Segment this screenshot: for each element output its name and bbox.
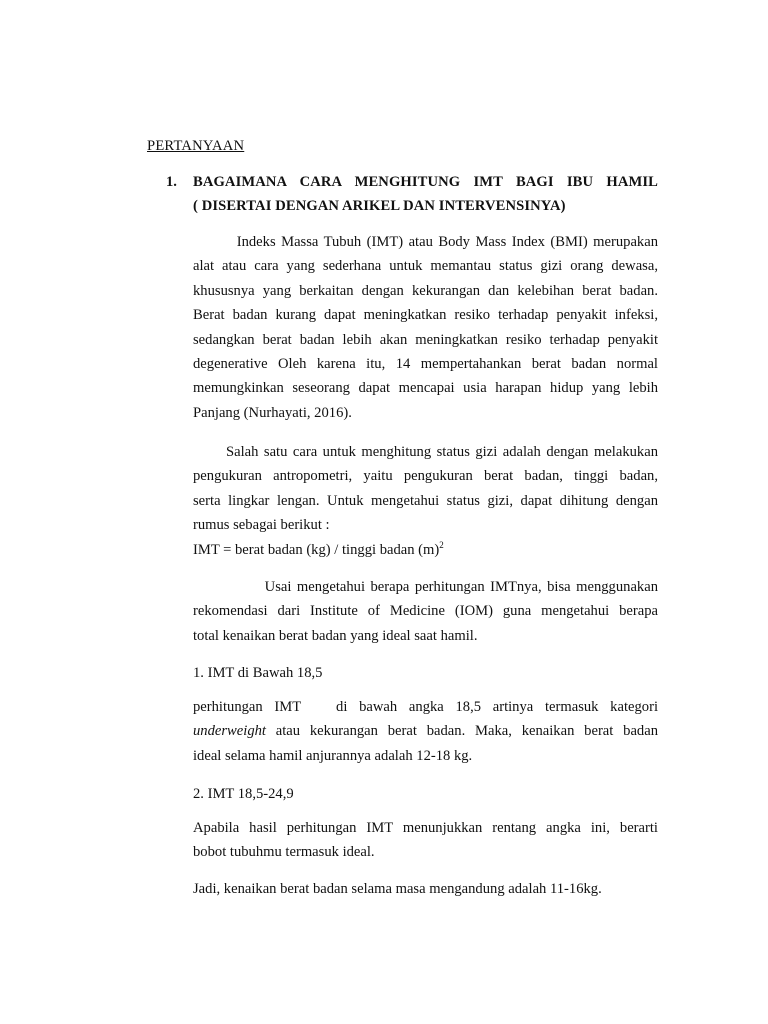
- text-line: Apabila hasil perhitungan IMT menunjukkan rentang angka ini, berarti: [193, 820, 658, 836]
- text-line: perhitungan IMT di bawah angka 18,5 artinya termasuk kategori: [193, 699, 658, 715]
- question-title-line: ( DISERTAI DENGAN ARIKEL DAN INTERVENSINYA): [193, 198, 566, 215]
- imt-formula: [193, 538, 658, 562]
- item2-title: [193, 782, 658, 806]
- text-line: memungkinkan seseorang dapat mencapai usia harapan hidup yang lebih: [193, 380, 658, 397]
- text-line: 1. IMT di Bawah 18,5: [193, 665, 323, 681]
- paragraph-iom: [193, 575, 658, 648]
- text-line: pengukuran antropometri, yaitu pengukuran berat badan, tinggi badan,: [193, 468, 658, 485]
- question-title-line: BAGAIMANA CARA MENGHITUNG IMT BAGI IBU HAMIL: [193, 174, 658, 190]
- item1-title: [193, 661, 658, 685]
- text-line: Jadi, kenaikan berat badan selama masa mengandung adalah 11-16kg.: [193, 881, 602, 897]
- formula-text: IMT = berat badan (kg) / tinggi badan (m): [193, 541, 440, 558]
- text-line: serta lingkar lengan. Untuk mengetahui status gizi, dapat dihitung dengan: [193, 492, 658, 509]
- text-line: Panjang (Nurhayati, 2016).: [193, 404, 352, 421]
- paragraph-imt-definition: [193, 230, 658, 425]
- question-title: [193, 170, 658, 219]
- section-heading: PERTANYAAN: [147, 138, 245, 154]
- paragraph-anthropometry: [193, 440, 658, 562]
- paragraph-weight-gain: [193, 877, 658, 901]
- formula-exponent: 2: [439, 539, 444, 550]
- text-line: rumus sebagai berikut :: [193, 517, 330, 534]
- underweight-term: underweight: [193, 723, 266, 740]
- text-line: degenerative Oleh karena itu, 14 mempertahankan berat badan normal: [193, 356, 658, 373]
- text-line: Usai mengetahui berapa perhitungan IMTnya, bisa menggunakan: [193, 579, 658, 595]
- text-line: [193, 719, 658, 743]
- text-line: total kenaikan berat badan yang ideal saat hamil.: [193, 627, 478, 644]
- question-number: 1.: [166, 174, 177, 190]
- text-line: alat atau cara yang sederhana untuk memantau status gizi orang dewasa,: [193, 258, 658, 275]
- text-line: bobot tubuhmu termasuk ideal.: [193, 844, 375, 861]
- text-line: Berat badan kurang dapat meningkatkan resiko terhadap penyakit infeksi,: [193, 307, 658, 324]
- text-line: rekomendasi dari Institute of Medicine (IOM) guna mengetahui berapa: [193, 603, 658, 620]
- paragraph-underweight: [193, 695, 658, 768]
- text-line: sedangkan berat badan lebih akan meningkatkan resiko terhadap penyakit: [193, 331, 658, 348]
- text-line: 2. IMT 18,5-24,9: [193, 786, 294, 802]
- text-line: Indeks Massa Tubuh (IMT) atau Body Mass Index (BMI) merupakan: [193, 234, 658, 250]
- text-line: khususnya yang berkaitan dengan kekurangan dan kelebihan berat badan.: [193, 282, 658, 299]
- text-line: ideal selama hamil anjurannya adalah 12-18 kg.: [193, 747, 473, 764]
- text-line: Salah satu cara untuk menghitung status gizi adalah dengan melakukan: [193, 444, 658, 460]
- text-fragment: atau kekurangan berat badan. Maka, kenaikan berat badan: [265, 723, 658, 740]
- paragraph-ideal: [193, 816, 658, 865]
